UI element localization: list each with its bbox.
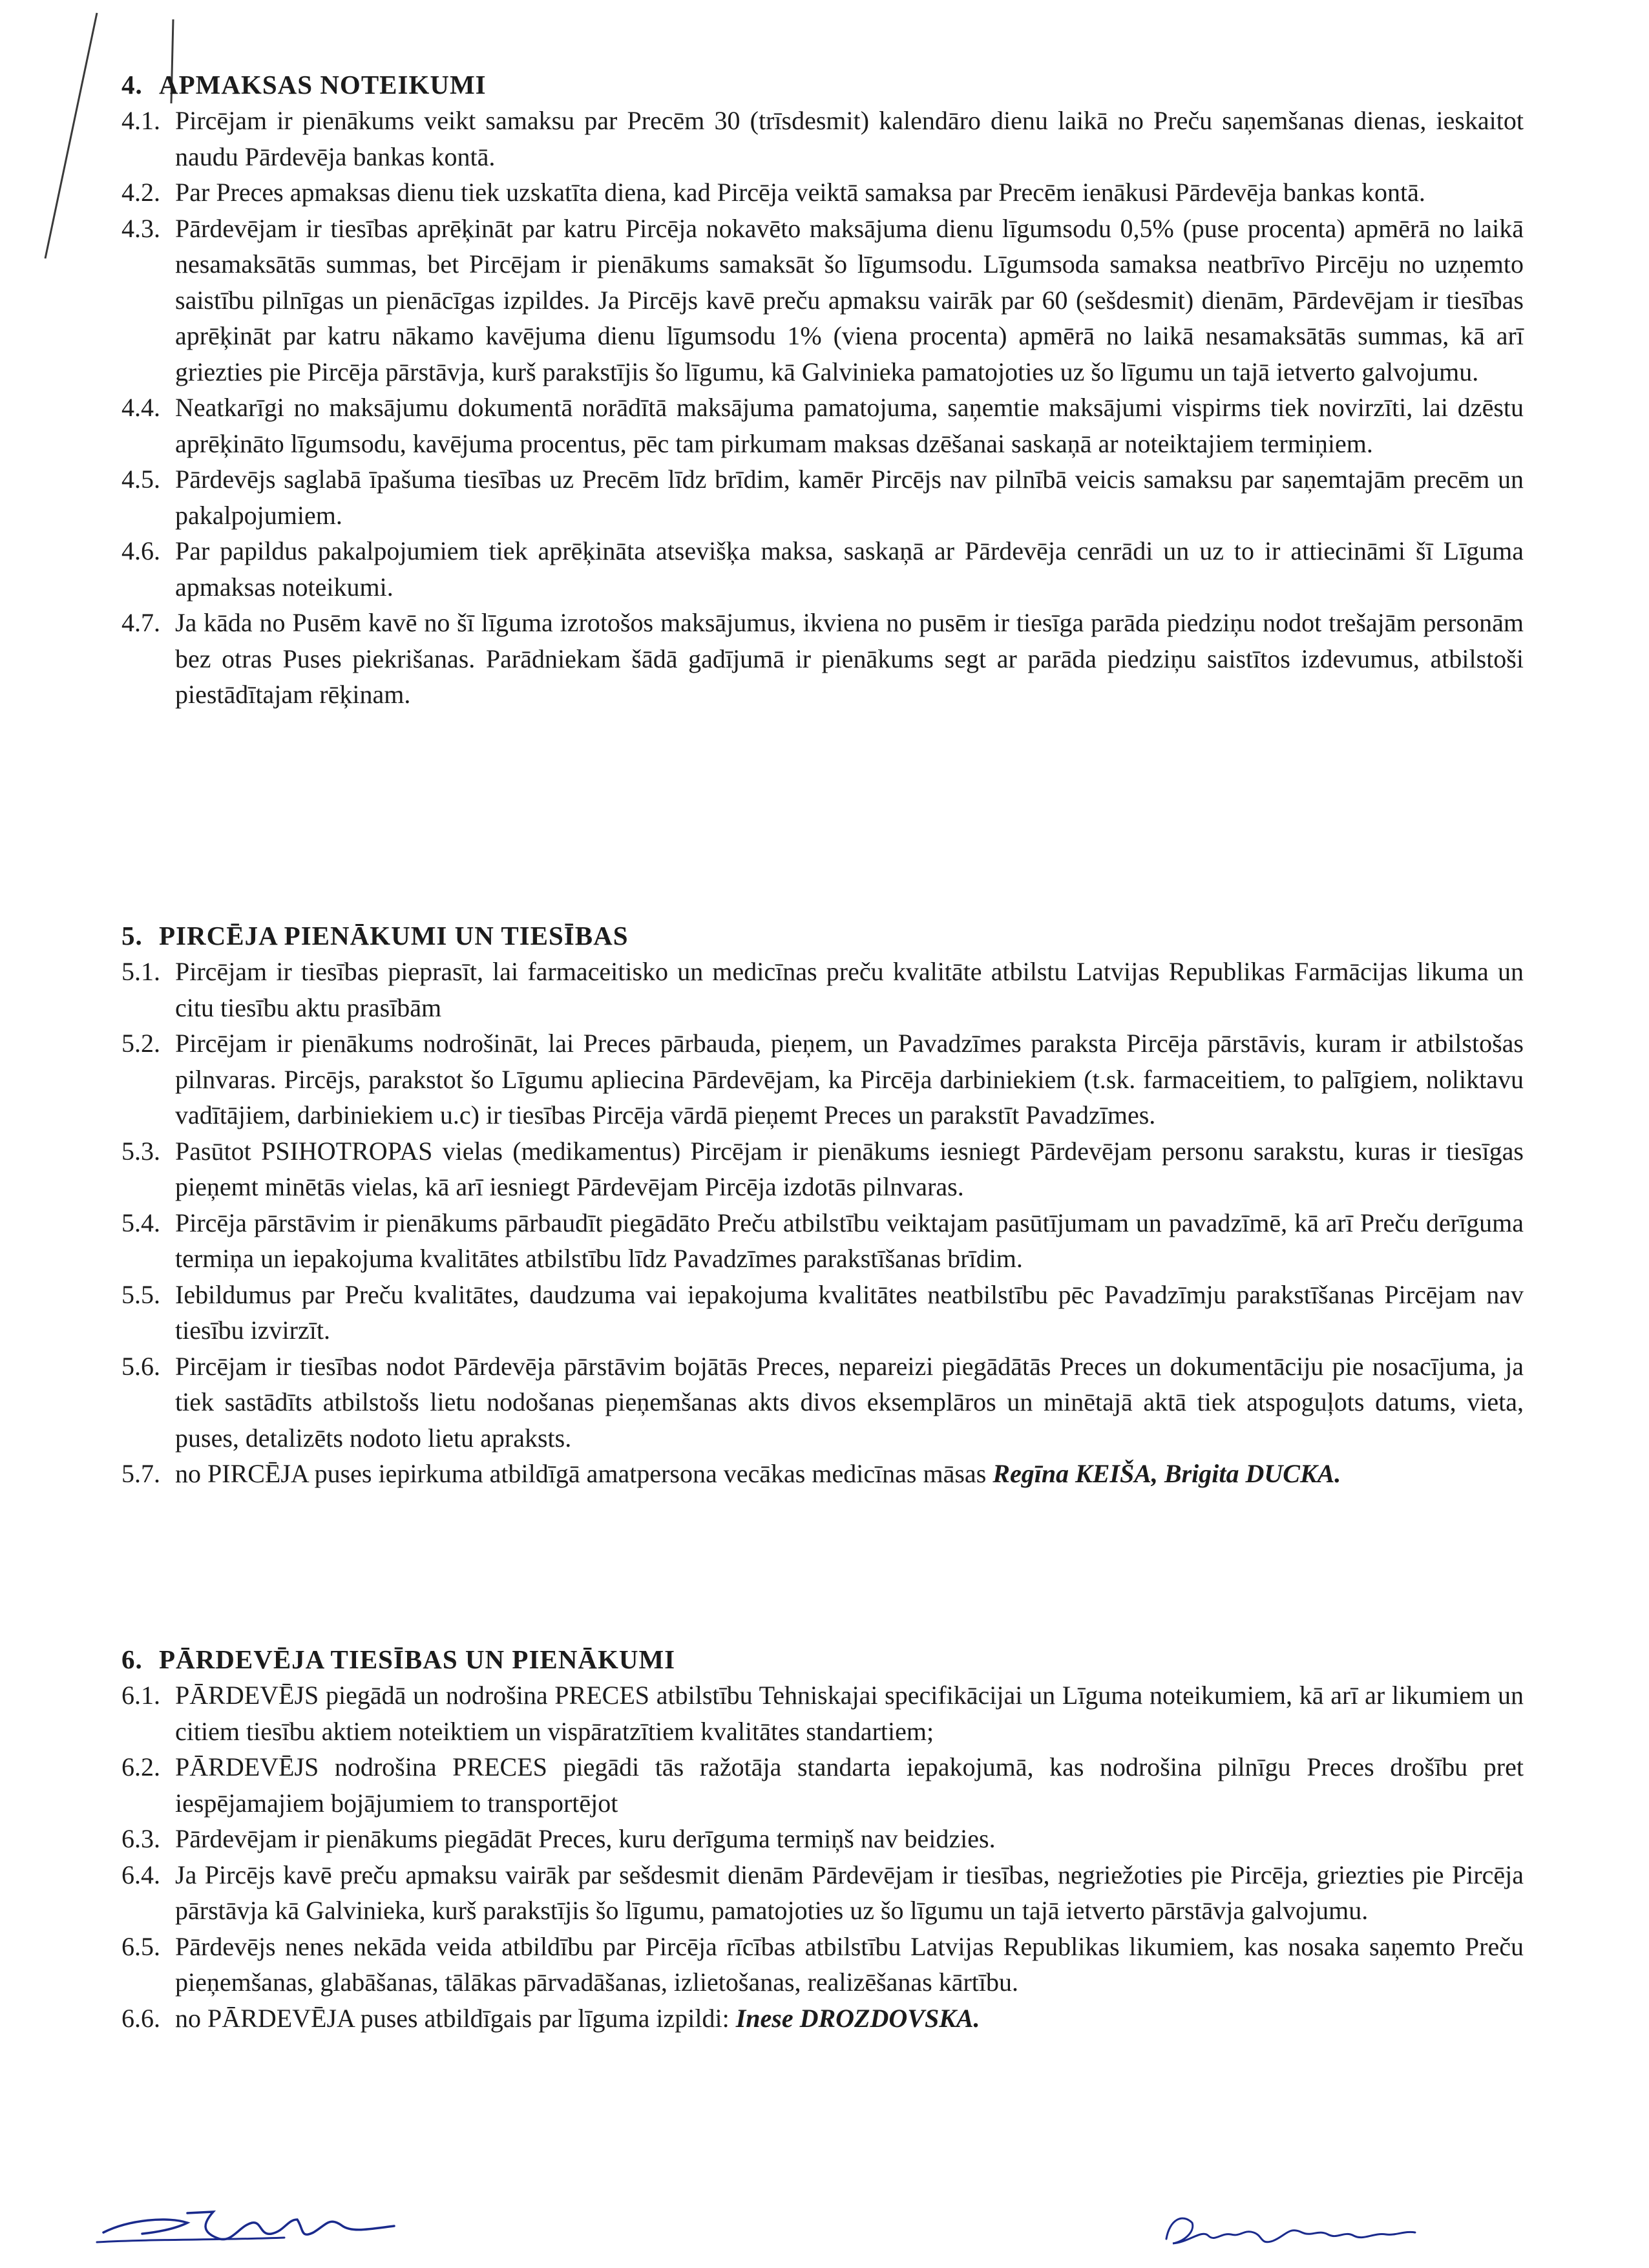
- clause-number: 5.1.: [121, 957, 160, 986]
- clause: [121, 1277, 1524, 1349]
- clause-number: 4.1.: [121, 106, 160, 135]
- clause-text: PĀRDEVĒJS nodrošina PRECES piegādi tās ražotāja standarta iepakojumā, kas nodrošina pilnīgu Preces drošību pret iespējamajiem bojājumiem to transportējot: [175, 1752, 1524, 1818]
- clause: [121, 1456, 1524, 1492]
- clause: [121, 2000, 1524, 2037]
- clause-text: Par papildus pakalpojumiem tiek aprēķināta atsevišķa maksa, saskaņā ar Pārdevēja cenrādi un uz to ir attiecināmi šī Līguma apmaksas noteikumi.: [175, 536, 1524, 602]
- clause: [121, 174, 1524, 211]
- clause-text: Pircējam ir pienākums nodrošināt, lai Preces pārbauda, pieņem, un Pavadzīmes paraksta Pircēja pārstāvis, kuram ir atbilstošas pilnvaras. Pircējs, parakstot šo Līgumu apliecina Pārdevējam, ka Pircēja darbiniekiem (t.sk. farmaceitiem, to palīgiem, noliktavu vadītājiem, darbiniekiem u.c) ir tiesības Pircēja vārdā pieņemt Preces un parakstīt Pavadzīmes.: [175, 1029, 1524, 1129]
- clause-text: Pircējam ir pienākums veikt samaksu par Precēm 30 (trīsdesmit) kalendāro dienu laikā no Preču saņemšanas dienas, ieskaitot naudu Pārdevēja bankas kontā.: [175, 106, 1524, 171]
- clause-number: 5.3.: [121, 1136, 160, 1166]
- section-heading: [121, 1641, 1524, 1677]
- clause-number: 4.6.: [121, 536, 160, 565]
- section-title: PIRCĒJA PIENĀKUMI UN TIESĪBAS: [159, 921, 629, 950]
- clause-text: [175, 1456, 1524, 1492]
- clause: [121, 103, 1524, 174]
- clause-number: 6.2.: [121, 1752, 160, 1781]
- clause-number: 5.7.: [121, 1459, 160, 1488]
- clause-number: 4.5.: [121, 465, 160, 494]
- responsible-person: Inese DROZDOVSKA.: [735, 2003, 980, 2033]
- section-heading: [121, 918, 1524, 954]
- clause-text: Iebildumus par Preču kvalitātes, daudzuma vai iepakojuma kvalitātes neatbilstību pēc Pavadzīmju parakstīšanas Pircējam nav tiesību izvirzīt.: [175, 1279, 1524, 1345]
- buyer-signature: [90, 2194, 426, 2258]
- clause-text: Pārdevējs saglabā īpašuma tiesības uz Precēm līdz brīdim, kamēr Pircējs nav pilnībā veicis samaksu par saņemtajām precēm un pakalpojumiem.: [175, 465, 1524, 530]
- clause-number: 5.2.: [121, 1029, 160, 1058]
- clause-number: 6.5.: [121, 1931, 160, 1961]
- clause-number: 5.5.: [121, 1279, 160, 1309]
- clause-number: 4.3.: [121, 213, 160, 243]
- clause: [121, 1205, 1524, 1277]
- clause-text: Pircējam ir tiesības nodot Pārdevēja pārstāvim bojātās Preces, nepareizi piegādātās Preces un dokumentāciju pie nosacījuma, ja tiek sastādīts atbilstošs lietu nodošanas pieņemšanas akts divos eksemplāros un minētajā aktā tiek atspoguļots datums, vieta, puses, detalizēts nodoto lietu apraksts.: [175, 1351, 1524, 1453]
- section-title: APMAKSAS NOTEIKUMI: [159, 70, 487, 100]
- clause-text: Pircējam ir tiesības pieprasīt, lai farmaceitisko un medicīnas preču kvalitāte atbilstu Latvijas Republikas Farmācijas likuma un citu tiesību aktu prasībām: [175, 957, 1524, 1022]
- clause-text: Ja kāda no Pusēm kavē no šī līguma izrotošos maksājumus, ikviena no pusēm ir tiesīga parāda piedziņu nodot trešajām personām bez otras Puses piekrišanas. Parādniekam šādā gadījumā ir pienākums segt ar parāda piedziņu saistītos izdevumus, atbilstoši piestādītajam rēķinam.: [175, 608, 1524, 709]
- clause-number: 6.1.: [121, 1681, 160, 1710]
- section-number: 6.: [121, 1644, 143, 1674]
- clause-number: 6.4.: [121, 1860, 160, 1889]
- clause: [121, 1749, 1524, 1821]
- clause-text: [175, 2000, 1524, 2037]
- clause: [121, 954, 1524, 1025]
- clause: [121, 211, 1524, 390]
- section-4: [121, 67, 1524, 713]
- clause: [121, 1929, 1524, 2000]
- section-number: 4.: [121, 70, 143, 100]
- section-heading: [121, 67, 1524, 103]
- clause: [121, 1349, 1524, 1456]
- clause-text: Ja Pircējs kavē preču apmaksu vairāk par sešdesmit dienām Pārdevējam ir tiesības, negriežoties pie Pircēja, griezties pie Pircēja pārstāvja kā Galvinieka, kurš parakstījis šo līgumu, pamatojoties uz šo līgumu un tajā ietverto pārstāvja galvojumu.: [175, 1860, 1524, 1925]
- clause-text: Pārdevējam ir pienākums piegādāt Preces, kuru derīguma termiņš nav beidzies.: [175, 1824, 996, 1853]
- clause-number: 4.7.: [121, 608, 160, 637]
- section-number: 5.: [121, 921, 143, 950]
- section-6: [121, 1641, 1524, 2036]
- clause: [121, 1133, 1524, 1205]
- section-title: PĀRDEVĒJA TIESĪBAS UN PIENĀKUMI: [159, 1644, 676, 1674]
- clause-text-part: no PĀRDEVĒJA puses atbildīgais par līguma izpildi:: [175, 2003, 736, 2033]
- seller-signature: [1157, 2203, 1428, 2262]
- clause: [121, 1025, 1524, 1133]
- clause-text: Pasūtot PSIHOTROPAS vielas (medikamentus) Pircējam ir pienākums iesniegt Pārdevējam personu sarakstu, kuras ir tiesīgas pieņemt minētās vielas, kā arī iesniegt Pārdevējam Pircēja izdotās pilnvaras.: [175, 1136, 1524, 1201]
- clause: [121, 533, 1524, 605]
- clause-text: Neatkarīgi no maksājumu dokumentā norādītā maksājuma pamatojuma, saņemtie maksājumi vispirms tiek novirzīti, lai dzēstu aprēķināto līgumsodu, kavējuma procentus, pēc tam pirkumam maksas dzēšanai saskaņā ar noteiktajiem termiņiem.: [175, 393, 1524, 458]
- clause: [121, 1857, 1524, 1929]
- section-5: [121, 918, 1524, 1492]
- clause-number: 6.6.: [121, 2003, 160, 2033]
- responsible-persons: Regīna KEIŠA, Brigita DUCKA.: [993, 1459, 1341, 1488]
- clause-text-part: no PIRCĒJA puses iepirkuma atbildīgā amatpersona vecākas medicīnas māsas: [175, 1459, 993, 1488]
- clause: [121, 1677, 1524, 1749]
- clause-number: 4.4.: [121, 393, 160, 422]
- clause-number: 5.6.: [121, 1351, 160, 1381]
- clause: [121, 1821, 1524, 1857]
- clause-text: Pārdevējam ir tiesības aprēķināt par katru Pircēja nokavēto maksājuma dienu līgumsodu 0,5% (puse procenta) apmērā no laikā nesamaksātās summas, bet Pircējam ir pienākums samaksāt šo līgumsodu. Līgumsoda samaksa neatbrīvo Pircēju no uzņemto saistību pilnīgas un pienācīgas izpildes. Ja Pircējs kavē preču apmaksu vairāk par 60 (sešdesmit) dienām, Pārdevējam ir tiesības aprēķināt par katru nākamo kavējuma dienu līgumsodu 1% (viena procenta) apmērā no laikā nesamaksātās summas, kā arī griezties pie Pircēja pārstāvja, kurš parakstījis šo līgumu, kā Galvinieka pamatojoties uz šo līgumu un tajā ietverto galvojumu.: [175, 213, 1524, 386]
- clause: [121, 461, 1524, 533]
- clause-number: 6.3.: [121, 1824, 160, 1853]
- clause-text: PĀRDEVĒJS piegādā un nodrošina PRECES atbilstību Tehniskajai specifikācijai un Līguma noteikumiem, kā arī ar likumiem un citiem tiesību aktiem noteiktiem un vispāratzītiem kvalitātes standartiem;: [175, 1681, 1524, 1746]
- clause: [121, 390, 1524, 461]
- clause-number: 5.4.: [121, 1208, 160, 1237]
- clause-text: Pārdevējs nenes nekāda veida atbildību par Pircēja rīcības atbilstību Latvijas Republikas likumiem, kas nosaka saņemto Preču pieņemšanas, glabāšanas, tālākas pārvadāšanas, izlietošanas, realizēšanas kārtību.: [175, 1931, 1524, 1997]
- clause: [121, 605, 1524, 713]
- clause-number: 4.2.: [121, 178, 160, 207]
- clause-text: Par Preces apmaksas dienu tiek uzskatīta diena, kad Pircēja veiktā samaksa par Precēm ienākusi Pārdevēja bankas kontā.: [175, 178, 1425, 207]
- clause-text: Pircēja pārstāvim ir pienākums pārbaudīt piegādāto Preču atbilstību veiktajam pasūtījumam un pavadzīmē, kā arī Preču derīguma termiņa un iepakojuma kvalitātes atbilstību līdz Pavadzīmes parakstīšanas brīdim.: [175, 1208, 1524, 1273]
